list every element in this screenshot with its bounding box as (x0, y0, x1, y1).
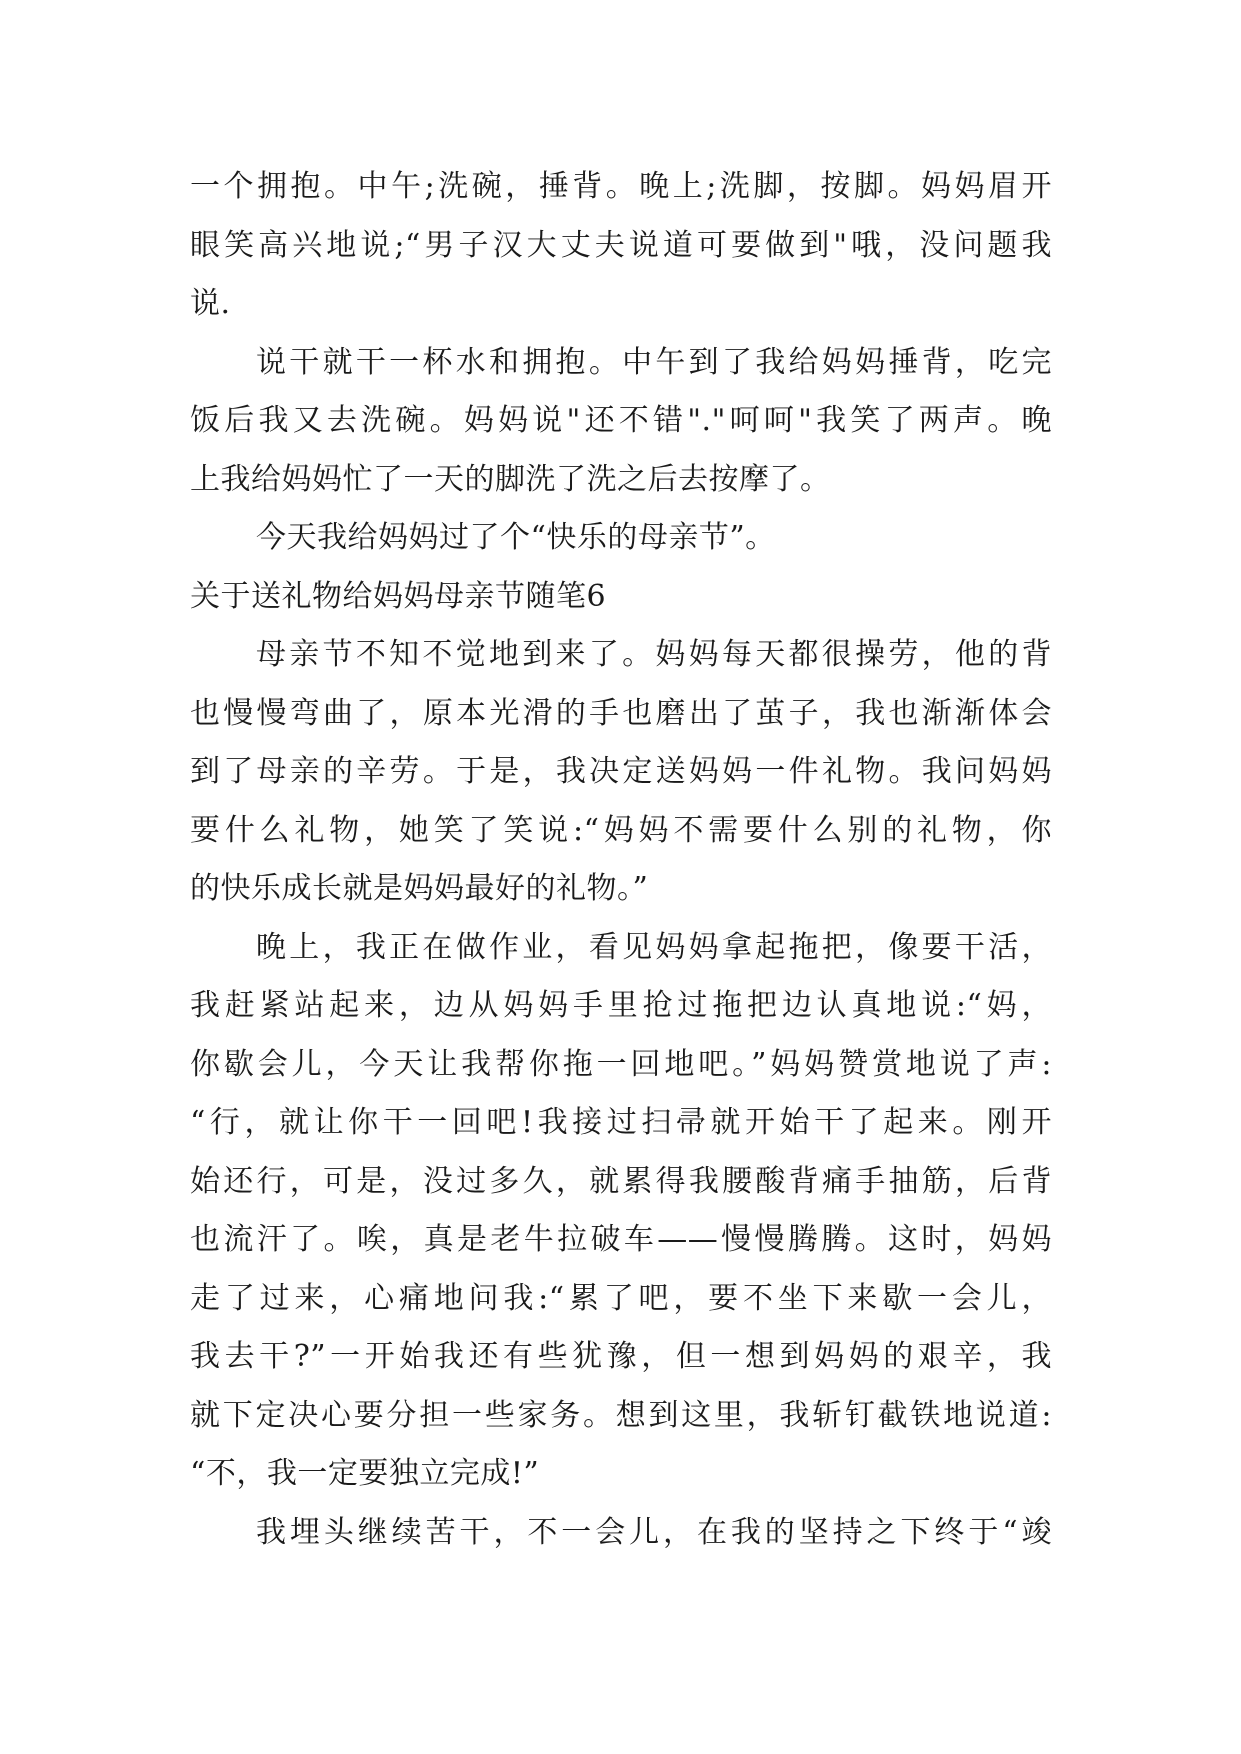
text-line: 始还行，可是，没过多久，就累得我腰酸背痛手抽筋，后背 (190, 1163, 1052, 1199)
text-line: 我去干?”一开始我还有些犹豫，但一想到妈妈的艰辛，我 (190, 1339, 1052, 1374)
text-line: 就下定决心要分担一些家务。想到这里，我斩钉截铁地说道: (190, 1397, 1052, 1433)
text-line: 一个拥抱。中午;洗碗，捶背。晚上;洗脚，按脚。妈妈眉开 (190, 169, 1052, 204)
paragraph-first-line: 我埋头继续苦干，不一会儿，在我的坚持之下终于“竣 (256, 1514, 1052, 1550)
text-line: 你歇会儿，今天让我帮你拖一回地吧。”妈妈赞赏地说了声: (190, 1046, 1052, 1082)
text-line: 饭后我又去洗碗。妈妈说"还不错"."呵呵"我笑了两声。晚 (190, 403, 1052, 438)
document-page (190, 158, 1052, 1562)
paragraph-first-line: 母亲节不知不觉地到来了。妈妈每天都很操劳，他的背 (256, 637, 1052, 672)
text-line: 走了过来，心痛地问我:“累了吧，要不坐下来歇一会儿， (190, 1280, 1052, 1316)
paragraph-first-line: 今天我给妈妈过了个“快乐的母亲节”。 (256, 520, 776, 555)
text-line: 眼笑高兴地说;“男子汉大丈夫说道可要做到"哦，没问题我 (190, 227, 1052, 263)
section-heading: 关于送礼物给妈妈母亲节随笔6 (190, 578, 607, 614)
paragraph-first-line: 说干就干一杯水和拥抱。中午到了我给妈妈捶背，吃完 (256, 344, 1052, 380)
text-line: 说. (190, 286, 231, 321)
text-line: 要什么礼物，她笑了笑说:“妈妈不需要什么别的礼物，你 (190, 812, 1052, 848)
paragraph-first-line: 晚上，我正在做作业，看见妈妈拿起拖把，像要干活， (256, 929, 1052, 965)
text-line: 上我给妈妈忙了一天的脚洗了洗之后去按摩了。 (190, 461, 831, 497)
text-line: 的快乐成长就是妈妈最好的礼物。” (190, 871, 649, 906)
text-line: “不，我一定要独立完成!” (190, 1456, 540, 1491)
text-line: 也流汗了。唉，真是老牛拉破车——慢慢腾腾。这时，妈妈 (190, 1222, 1052, 1257)
text-line: 到了母亲的辛劳。于是，我决定送妈妈一件礼物。我问妈妈 (190, 754, 1052, 789)
text-line: “行，就让你干一回吧!我接过扫帚就开始干了起来。刚开 (190, 1105, 1052, 1140)
text-line: 我赶紧站起来，边从妈妈手里抢过拖把边认真地说:“妈， (190, 988, 1052, 1023)
text-line: 也慢慢弯曲了，原本光滑的手也磨出了茧子，我也渐渐体会 (190, 695, 1052, 731)
